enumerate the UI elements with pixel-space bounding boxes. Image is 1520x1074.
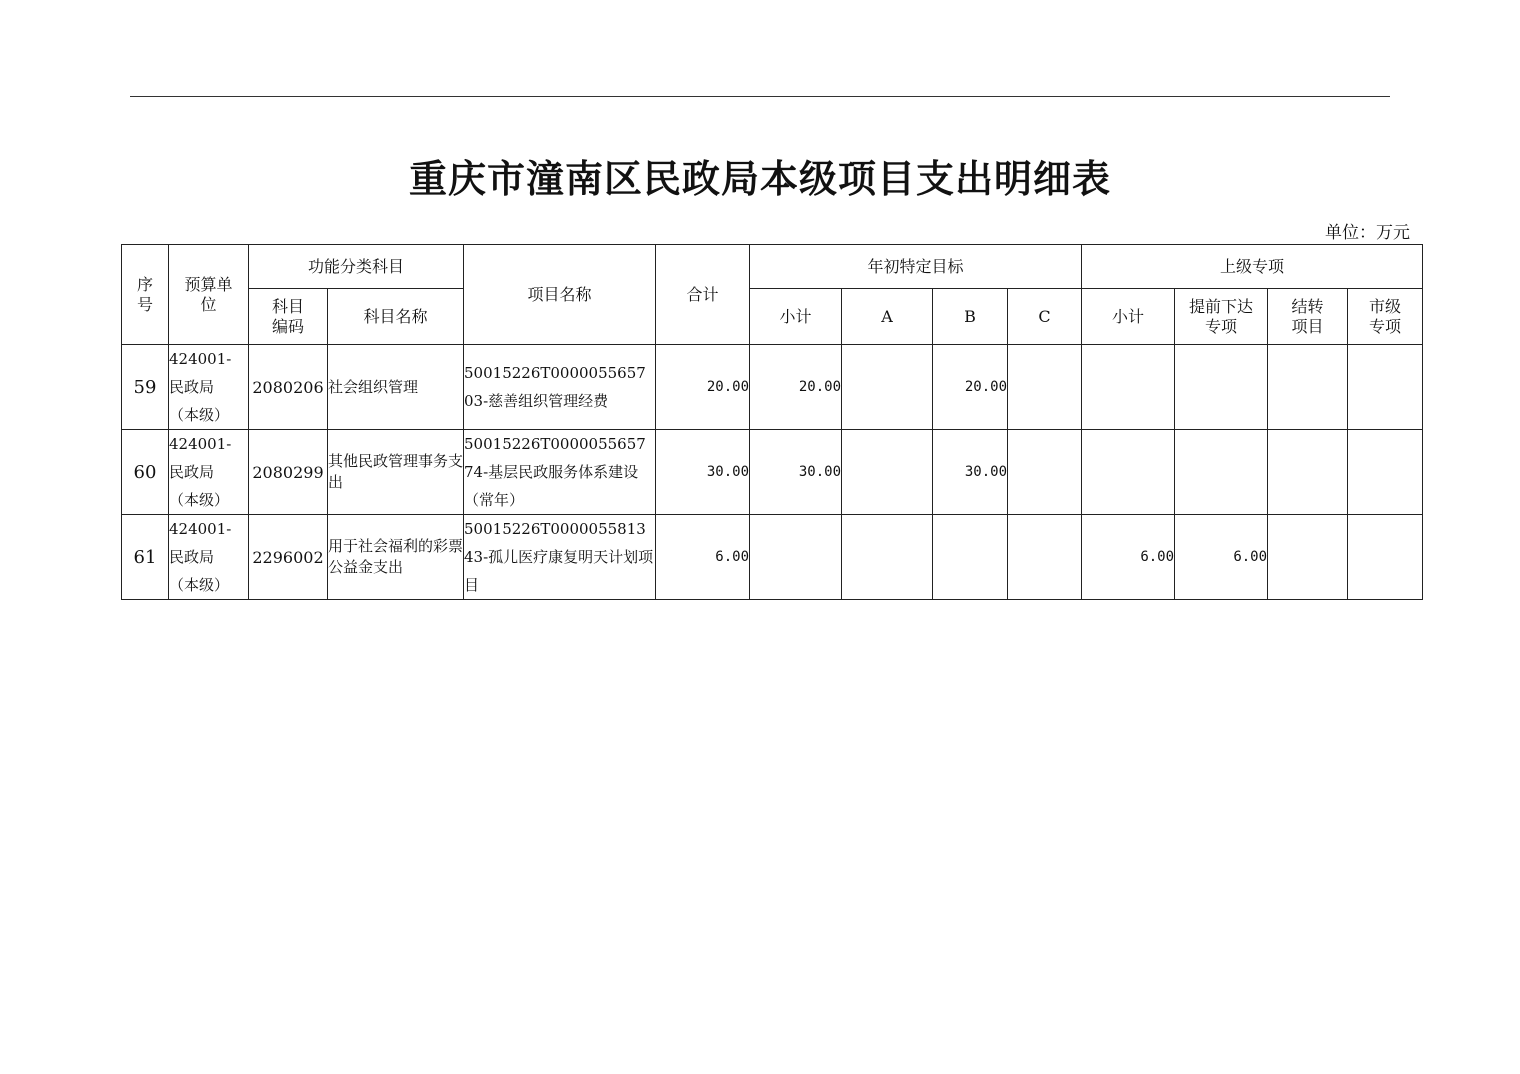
row-col-a — [842, 430, 933, 515]
row-col-b: 30.00 — [933, 430, 1008, 515]
row-subject-code: 2080299 — [249, 430, 328, 515]
row-budget-unit — [169, 430, 249, 515]
header-seq: 序号 — [122, 245, 169, 345]
unit-name: 民政局 — [169, 463, 215, 481]
row-seq: 60 — [122, 430, 169, 515]
row-col-a — [842, 515, 933, 600]
unit-label: 单位：万元 — [1325, 223, 1410, 243]
row-city — [1348, 515, 1423, 600]
row-advance — [1175, 430, 1268, 515]
header-col-b: B — [933, 289, 1008, 345]
row-carryover — [1268, 515, 1348, 600]
row-total: 30.00 — [656, 430, 750, 515]
row-col-c — [1008, 430, 1082, 515]
header-superior: 上级专项 — [1082, 245, 1423, 289]
row-total: 6.00 — [656, 515, 750, 600]
header-budget-unit: 预算单位 — [169, 245, 249, 345]
unit-level: （本级） — [169, 576, 230, 594]
unit-level: （本级） — [169, 491, 230, 509]
row-col-b — [933, 515, 1008, 600]
row-annual-subtotal: 20.00 — [750, 345, 842, 430]
header-total: 合计 — [656, 245, 750, 345]
row-advance — [1175, 345, 1268, 430]
header-city: 市级专项 — [1348, 289, 1423, 345]
table-row — [122, 430, 1423, 515]
row-superior-subtotal — [1082, 430, 1175, 515]
row-project: 50015226T000005581343-孤儿医疗康复明天计划项目 — [464, 515, 656, 600]
row-total: 20.00 — [656, 345, 750, 430]
expenditure-table — [121, 244, 1423, 600]
row-city — [1348, 345, 1423, 430]
row-subject-name: 其他民政管理事务支出 — [328, 430, 464, 515]
row-superior-subtotal — [1082, 345, 1175, 430]
row-subject-name: 用于社会福利的彩票公益金支出 — [328, 515, 464, 600]
unit-code: 424001- — [169, 350, 232, 368]
row-city — [1348, 430, 1423, 515]
row-subject-code: 2080206 — [249, 345, 328, 430]
row-seq: 61 — [122, 515, 169, 600]
row-carryover — [1268, 345, 1348, 430]
row-col-c — [1008, 515, 1082, 600]
table-row — [122, 515, 1423, 600]
header-advance: 提前下达专项 — [1175, 289, 1268, 345]
row-subject-name: 社会组织管理 — [328, 345, 464, 430]
unit-code: 424001- — [169, 520, 232, 538]
header-project-name: 项目名称 — [464, 245, 656, 345]
row-budget-unit — [169, 515, 249, 600]
row-project: 50015226T000005565703-慈善组织管理经费 — [464, 345, 656, 430]
header-annual-subtotal: 小计 — [750, 289, 842, 345]
row-subject-code: 2296002 — [249, 515, 328, 600]
header-func-class: 功能分类科目 — [249, 245, 464, 289]
page-title: 重庆市潼南区民政局本级项目支出明细表 — [408, 156, 1111, 201]
row-superior-subtotal: 6.00 — [1082, 515, 1175, 600]
row-col-b: 20.00 — [933, 345, 1008, 430]
row-budget-unit — [169, 345, 249, 430]
table-row — [122, 345, 1423, 430]
row-col-c — [1008, 345, 1082, 430]
unit-level: （本级） — [169, 406, 230, 424]
row-seq: 59 — [122, 345, 169, 430]
header-col-c: C — [1008, 289, 1082, 345]
unit-code: 424001- — [169, 435, 232, 453]
header-annual-goal: 年初特定目标 — [750, 245, 1082, 289]
header-subject-code: 科目编码 — [249, 289, 328, 345]
header-subject-name: 科目名称 — [328, 289, 464, 345]
row-annual-subtotal: 30.00 — [750, 430, 842, 515]
unit-name: 民政局 — [169, 548, 215, 566]
row-advance: 6.00 — [1175, 515, 1268, 600]
header-carryover: 结转项目 — [1268, 289, 1348, 345]
header-rule — [130, 96, 1390, 97]
row-annual-subtotal — [750, 515, 842, 600]
header-superior-subtotal: 小计 — [1082, 289, 1175, 345]
row-carryover — [1268, 430, 1348, 515]
header-col-a: A — [842, 289, 933, 345]
row-col-a — [842, 345, 933, 430]
unit-name: 民政局 — [169, 378, 215, 396]
row-project: 50015226T000005565774-基层民政服务体系建设（常年） — [464, 430, 656, 515]
